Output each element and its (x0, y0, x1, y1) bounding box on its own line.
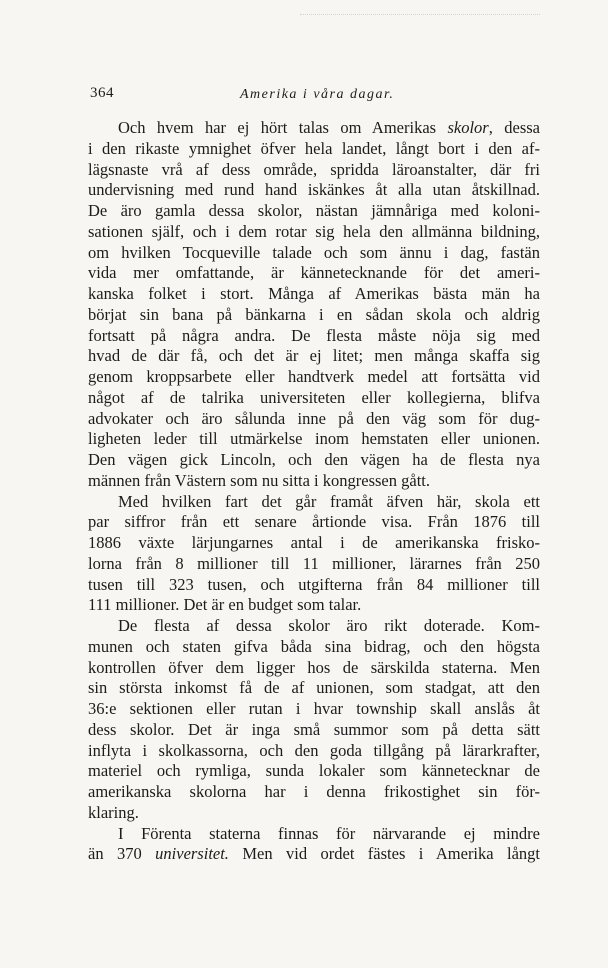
text-line-content: Med hvilken fart det går framåt äfven här, skola ett (118, 491, 540, 511)
text-line-content: Den vägen gick Lincoln, och den vägen ha de flesta nya (88, 450, 540, 469)
text-line-content: Men vid ordet fästes i Amerika långt (228, 844, 540, 864)
text-line-content: tusen till 323 tusen, och utgifterna från 84 millioner till (88, 574, 540, 594)
text-line-content: fortsatt på några andra. De flesta måste nöja sig med (88, 325, 540, 345)
text-line-content: klaring. (88, 802, 139, 822)
text-line-content: i den rikaste ymnighet öfver hela landet, långt bort i den af- (88, 138, 540, 158)
text-line-content: amerikanska skolorna har i denna frikostighet sin för- (88, 782, 540, 801)
text-line-content: 36:e sektionen eller rutan i hvar township skall anslås åt (88, 699, 540, 718)
text-line (88, 699, 540, 720)
text-line-content: vida mer omfattande, är kännetecknande för det ameri- (88, 263, 540, 283)
text-line-content: något af de talrika universiteten eller kollegierna, blifva (88, 387, 540, 407)
text-line-content: hvad de där få, och det är ej litet; men många skaffa sig (88, 346, 540, 366)
text-line (88, 409, 540, 430)
text-line-content: De äro gamla dessa skolor, nästan jämnåriga med koloni- (88, 201, 540, 220)
text-line-content: än 370 (88, 844, 156, 864)
text-line (88, 346, 540, 367)
text-line (88, 575, 540, 596)
text-line-content: männen från Västern som nu sitta i kongressen gått. (88, 470, 430, 490)
text-line (88, 201, 540, 222)
text-line-content: Och hvem har ej hört talas om Amerikas (118, 118, 448, 137)
text-line (88, 263, 540, 284)
text-line (88, 616, 540, 637)
italic-emphasis: skolor (447, 118, 489, 137)
text-line (88, 180, 540, 201)
text-line (88, 492, 540, 513)
text-line (88, 761, 540, 782)
text-line-content: 111 millioner. Det är en budget som talar. (88, 595, 362, 615)
text-line (88, 160, 540, 181)
text-line-content: I Förenta staterna finnas för närvarande ej mindre (118, 823, 540, 843)
text-line (88, 471, 540, 492)
text-line-content: kanska folket i stort. Många af Amerikas bästa män ha (88, 284, 540, 303)
text-line (88, 367, 540, 388)
text-line-content: kontrollen öfver dem ligger hos de särskilda staterna. Men (88, 657, 540, 677)
text-line (88, 512, 540, 533)
text-line (88, 450, 540, 471)
text-line-content: ligheten leder till utmärkelse inom hemstaten eller unionen. (88, 429, 540, 449)
text-line-content: genom kroppsarbete eller handtverk medel att fortsätta vid (88, 367, 540, 386)
text-line (88, 782, 540, 803)
text-line (88, 844, 540, 865)
text-line (88, 305, 540, 326)
text-line (88, 637, 540, 658)
text-line-content: munen och staten gifva båda sina bidrag, och den högsta (88, 636, 540, 656)
text-line (88, 678, 540, 699)
text-line (88, 533, 540, 554)
text-line-content: lorna från 8 millioner till 11 millioner, lärarnes från 250 (88, 553, 540, 573)
text-line (88, 658, 540, 679)
text-line (88, 554, 540, 575)
text-line-content: De flesta af dessa skolor äro rikt doterade. Kom- (118, 616, 540, 635)
italic-emphasis: universitet. (155, 844, 229, 864)
text-line (88, 429, 540, 450)
text-line (88, 803, 540, 824)
text-line (88, 118, 540, 139)
page-header (90, 85, 540, 107)
text-line (88, 243, 540, 264)
page-number: 364 (90, 85, 114, 101)
text-line-content: materiel och rymliga, sunda lokaler som kännetecknar de (88, 761, 540, 781)
text-line-content: , dessa (488, 118, 540, 137)
text-line (88, 388, 540, 409)
text-line-content: advokater och äro sålunda inne på den väg som för dug- (88, 408, 540, 428)
body-text (88, 118, 540, 865)
text-line-content: om hvilken Tocqueville talade och som ännu i dag, fastän (88, 242, 540, 262)
text-line (88, 284, 540, 305)
text-line-content: 1886 växte lärjungarnes antal i de amerikanska frisko- (88, 533, 540, 552)
text-line-content: lägsnaste vrå af dess område, spridda läroanstalter, där fri (88, 159, 540, 179)
running-title: Amerika i våra dagar. (240, 87, 395, 102)
text-line (88, 222, 540, 243)
text-line-content: sin största inkomst få de af unionen, som stadgat, att den (88, 678, 540, 698)
page-edge-mark (300, 14, 540, 16)
text-line (88, 824, 540, 845)
text-line-content: inflyta i skolkassorna, och den goda tillgång på lärarkrafter, (88, 740, 540, 760)
text-line (88, 720, 540, 741)
text-line (88, 139, 540, 160)
text-line (88, 595, 540, 616)
text-line-content: par siffror från ett senare årtionde visa. Från 1876 till (88, 512, 540, 532)
text-line-content: sationen själf, och i dem rotar sig hela den allmänna bildning, (88, 221, 540, 241)
text-line (88, 326, 540, 347)
text-line-content: börjat sin bana på bänkarna i en sådan skola och aldrig (88, 304, 540, 324)
text-line-content: undervisning med rund hand iskänkes åt alla utan åtskillnad. (88, 180, 540, 200)
text-line-content: dess skolor. Det är inga små summor som på detta sätt (88, 719, 540, 739)
text-line (88, 741, 540, 762)
